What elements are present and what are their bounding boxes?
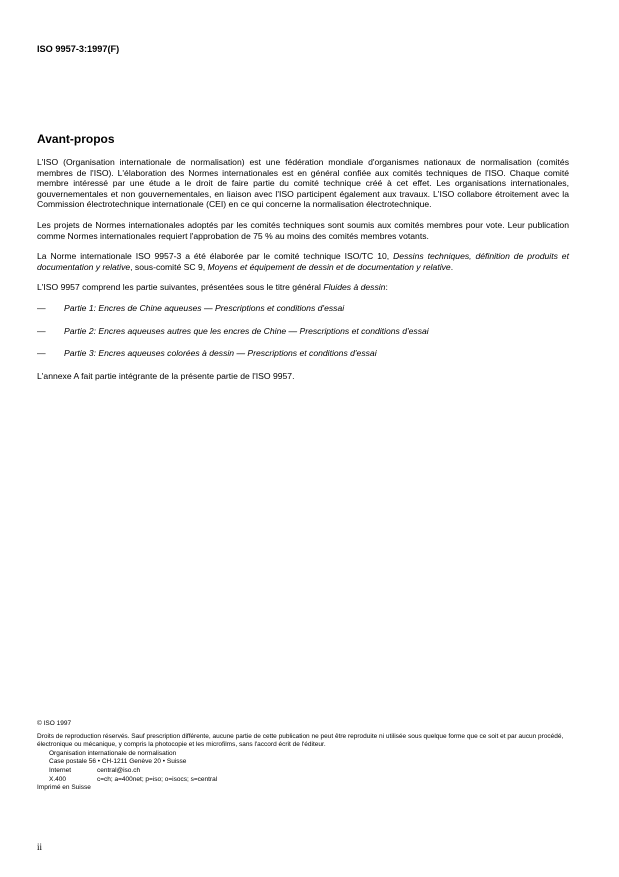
part-3-title: Partie 3: Encres aqueuses colorées à dessin — Prescriptions et conditions d'essai — [64, 348, 377, 359]
internet-value: central@iso.ch — [97, 766, 141, 774]
paragraph-iso-intro: L'ISO (Organisation internationale de normalisation) est une fédération mondiale d'organismes nationaux de normalisation (comités membres de l'ISO). L'élaboration des Normes internationales est en général confiée aux comités techniques de l'ISO. Chaque comité membre intéressé par une étude a le droit de faire partie du comité technique créé à cet effet. Les organisations internationales, gouvernementales et non gouvernementales, en liaison avec l'ISO participent également aux travaux. L'ISO collabore étroitement avec la Commission électrotechnique internationale (CEI) en ce qui concerne la normalisation électrotechnique. — [37, 157, 569, 210]
postal-address: Case postale 56 • CH-1211 Genève 20 • Suisse — [49, 758, 187, 766]
x400-row — [49, 776, 582, 785]
copyright-footer — [37, 720, 582, 793]
printed-in: Imprimé en Suisse — [37, 784, 91, 792]
list-item-part-3 — [37, 348, 569, 359]
list-item-part-2 — [37, 326, 569, 337]
list-item-part-1 — [37, 303, 569, 314]
paragraph-annex: L'annexe A fait partie intégrante de la présente partie de l'ISO 9957. — [37, 370, 295, 381]
paragraph-committee — [37, 251, 569, 272]
paragraph-voting: Les projets de Normes internationales adoptés par les comités techniques sont soumis aux comités membres pour vote. Leur publication comme Normes internationales requiert l'approbation de 75 % au moins des comités membres votants. — [37, 219, 569, 241]
copyright-line: © ISO 1997 — [37, 720, 72, 727]
part-1-title: Partie 1: Encres de Chine aqueuses — Prescriptions et conditions d'essai — [64, 302, 345, 313]
part-2-title: Partie 2: Encres aqueuses autres que les encres de Chine — Prescriptions et conditions d'essai — [64, 325, 429, 336]
section-title: Avant-propos — [37, 132, 115, 146]
committee-text-3: . — [450, 261, 454, 272]
x400-value: c=ch; a=400net; p=iso; o=isocs; s=central — [97, 775, 218, 783]
paragraph-parts-intro — [37, 282, 569, 293]
page-number: ii — [37, 842, 43, 852]
foreword-body — [37, 157, 569, 391]
committee-title: Dessins techniques, définition de produits et documentation y relative — [37, 251, 569, 272]
internet-row — [49, 767, 582, 776]
list-dash: — — [37, 302, 46, 313]
x400-label: X.400 — [49, 775, 66, 783]
list-dash: — — [37, 348, 46, 359]
org-name: Organisation internationale de normalisation — [49, 749, 177, 757]
rights-statement: Droits de reproduction réservés. Sauf prescription différente, aucune partie de cette publication ne peut être reproduite ni utilisée sous quelque forme que ce soit et par aucun procédé, électronique ou mécanique, y compris la photocopie et les microfilms, sans l'accord écrit de l'éditeur. — [37, 732, 564, 749]
general-title: Fluides à dessin — [323, 282, 386, 293]
document-id-header: ISO 9957-3:1997(F) — [37, 44, 120, 54]
publisher-address — [37, 750, 582, 784]
committee-text-2: , sous-comité SC 9, — [130, 261, 208, 272]
parts-intro-colon: : — [385, 282, 388, 293]
subcommittee-title: Moyens et équipement de dessin et de documentation y relative — [207, 261, 451, 272]
parts-intro-text: L'ISO 9957 comprend les partie suivantes, présentées sous le titre général — [37, 282, 324, 293]
list-dash: — — [37, 325, 46, 336]
internet-label: Internet — [49, 766, 72, 774]
committee-text-1: La Norme internationale ISO 9957-3 a été élaborée par le comité technique ISO/TC 10, — [37, 251, 394, 262]
